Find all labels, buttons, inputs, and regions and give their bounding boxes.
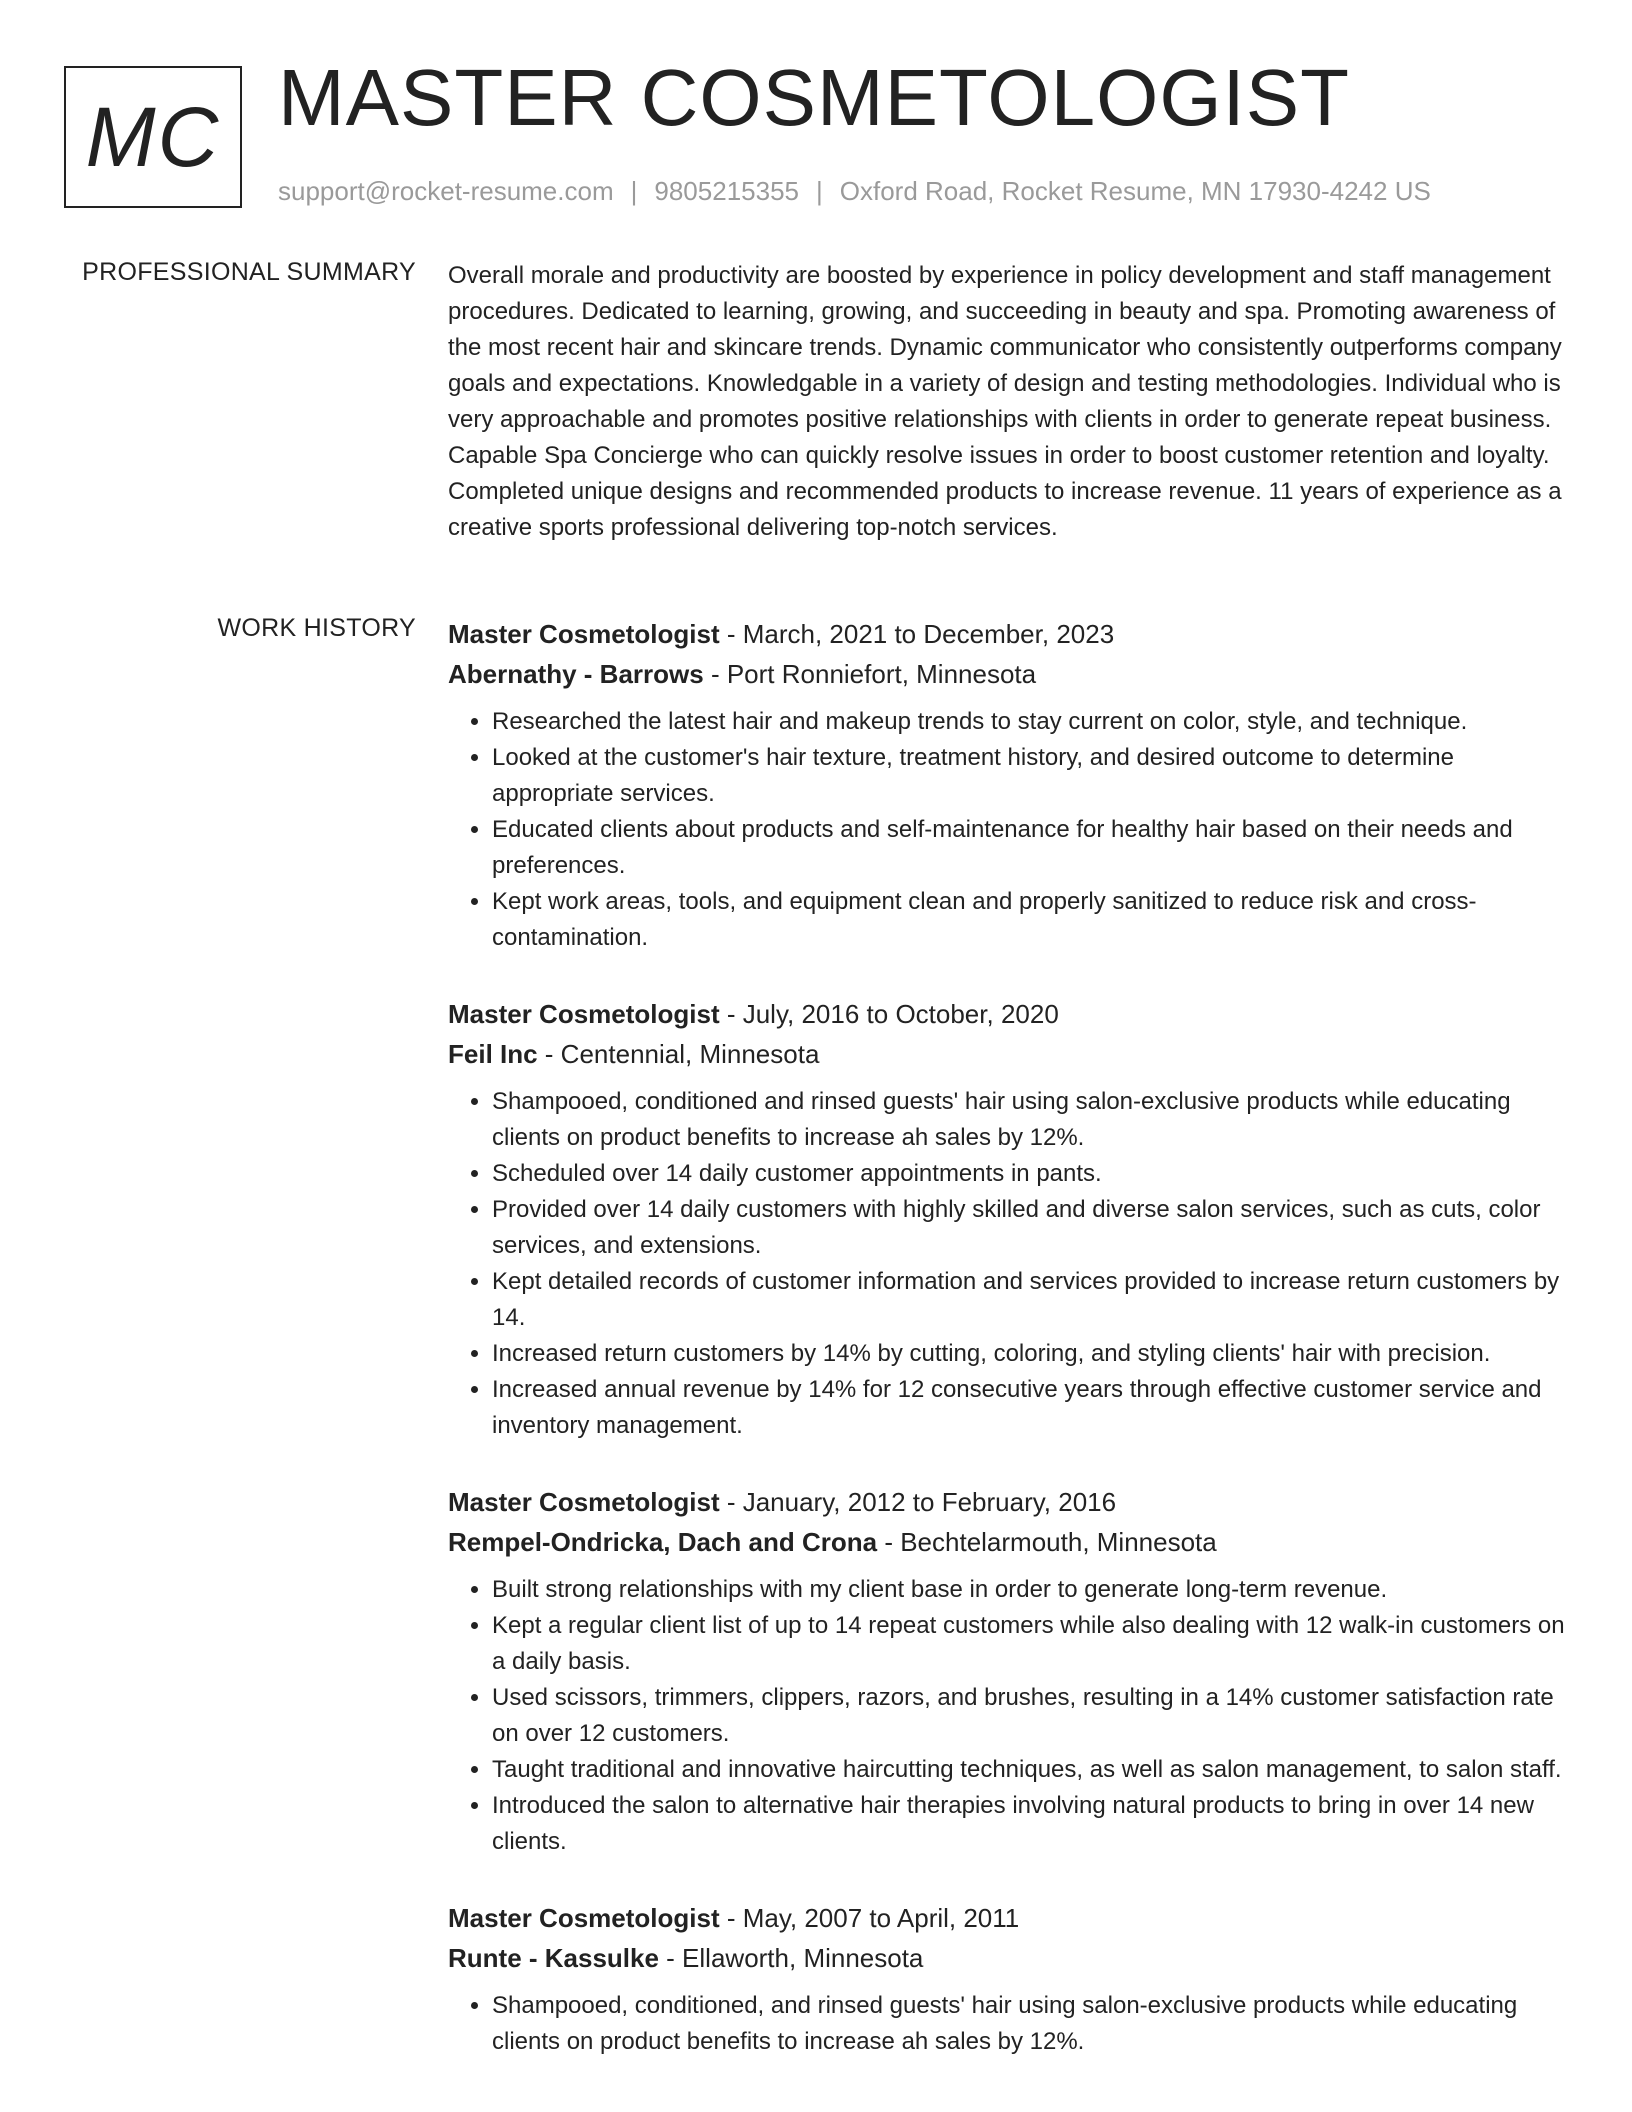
job-dates: - January, 2012 to February, 2016 <box>719 1487 1117 1517</box>
job-entry <box>448 994 1570 1444</box>
job-bullet: • Used scissors, trimmers, clippers, razors, and brushes, resulting in a 14% customer satisfaction rate on over 12 customers. <box>492 1680 1570 1752</box>
job-company-line <box>448 1034 1570 1074</box>
job-title-line <box>448 994 1570 1034</box>
job-bullet-list <box>448 704 1570 956</box>
section-label-summary: PROFESSIONAL SUMMARY <box>82 258 416 286</box>
job-bullet: • Increased annual revenue by 14% for 12 consecutive years through effective customer service and inventory management. <box>492 1372 1570 1444</box>
job-entry <box>448 1898 1570 2060</box>
job-title: Master Cosmetologist <box>448 1903 720 1933</box>
contact-separator: | <box>816 176 823 206</box>
job-title: Master Cosmetologist <box>448 619 720 649</box>
job-location: - Centennial, Minnesota <box>537 1039 820 1069</box>
job-company-line <box>448 654 1570 694</box>
job-bullet: • Introduced the salon to alternative hair therapies involving natural products to bring in over 14 new clients. <box>492 1788 1570 1860</box>
job-company: Runte - Kassulke <box>448 1943 659 1973</box>
job-title: Master Cosmetologist <box>448 1487 720 1517</box>
job-bullet: • Scheduled over 14 daily customer appointments in pants. <box>492 1156 1570 1192</box>
job-bullet: • Looked at the customer's hair texture, treatment history, and desired outcome to determine appropriate services. <box>492 740 1570 812</box>
contact-phone[interactable]: 9805215355 <box>654 176 799 206</box>
job-bullet: • Taught traditional and innovative haircutting techniques, as well as salon management, to salon staff. <box>492 1752 1570 1788</box>
job-company: Abernathy - Barrows <box>448 659 704 689</box>
job-company-line <box>448 1522 1570 1562</box>
job-location: - Port Ronniefort, Minnesota <box>703 659 1037 689</box>
resume-name: MASTER COSMETOLOGIST <box>278 53 1350 142</box>
job-location: - Ellaworth, Minnesota <box>658 1943 924 1973</box>
work-history-body <box>448 614 1570 2098</box>
job-bullet-list <box>448 1084 1570 1444</box>
job-bullet-list <box>448 1572 1570 1860</box>
job-company-line <box>448 1938 1570 1978</box>
job-dates: - July, 2016 to October, 2020 <box>719 999 1059 1029</box>
job-entry <box>448 614 1570 956</box>
monogram-logo: MC <box>64 66 242 208</box>
job-bullet: • Built strong relationships with my client base in order to generate long-term revenue. <box>492 1572 1570 1608</box>
job-bullet: • Kept a regular client list of up to 14 repeat customers while also dealing with 12 walk-in customers on a daily basis. <box>492 1608 1570 1680</box>
job-dates: - March, 2021 to December, 2023 <box>719 619 1115 649</box>
job-bullet: • Educated clients about products and self-maintenance for healthy hair based on their needs and preferences. <box>492 812 1570 884</box>
job-company: Rempel-Ondricka, Dach and Crona <box>448 1527 878 1557</box>
job-bullet: • Kept work areas, tools, and equipment clean and properly sanitized to reduce risk and cross-contamination. <box>492 884 1570 956</box>
job-bullet: • Shampooed, conditioned, and rinsed guests' hair using salon-exclusive products while educating clients on product benefits to increase ah sales by 12%. <box>492 1988 1570 2060</box>
job-bullet: • Kept detailed records of customer information and services provided to increase return customers by 14. <box>492 1264 1570 1336</box>
contact-address: Oxford Road, Rocket Resume, MN 17930-4242 US <box>839 176 1431 206</box>
contact-separator: | <box>630 176 638 206</box>
summary-text: Overall morale and productivity are boosted by experience in policy development and staff management procedures. Dedicated to learning, growing, and succeeding in beauty and spa. Promoting awareness of the most recent hair and skincare trends. Dynamic communicator who consistently outperforms company goals and expectations. Knowledgable in a variety of design and testing methodologies. Individual who is very approachable and promotes positive relationships with clients in order to generate repeat business. Capable Spa Concierge who can quickly resolve issues in order to boost customer retention and loyalty. Completed unique designs and recommended products to increase revenue. 11 years of experience as a creative sports professional delivering top-notch services. <box>448 262 1562 541</box>
job-bullet-list <box>448 1988 1570 2060</box>
job-entry <box>448 1482 1570 1860</box>
contact-line <box>278 176 1431 207</box>
job-title-line <box>448 614 1570 654</box>
contact-email[interactable]: support@rocket-resume.com <box>278 176 614 206</box>
job-location: - Bechtelarmouth, Minnesota <box>877 1527 1217 1557</box>
job-title-line <box>448 1898 1570 1938</box>
summary-body <box>448 258 1570 546</box>
job-title: Master Cosmetologist <box>448 999 720 1029</box>
job-bullet: • Provided over 14 daily customers with highly skilled and diverse salon services, such as cuts, color services, and extensions. <box>492 1192 1570 1264</box>
job-bullet: • Increased return customers by 14% by cutting, coloring, and styling clients' hair with precision. <box>492 1336 1570 1372</box>
job-dates: - May, 2007 to April, 2011 <box>719 1903 1020 1933</box>
job-bullet: • Shampooed, conditioned and rinsed guests' hair using salon-exclusive products while educating clients on product benefits to increase ah sales by 12%. <box>492 1084 1570 1156</box>
job-title-line <box>448 1482 1570 1522</box>
job-company: Feil Inc <box>448 1039 538 1069</box>
section-label-work-history: WORK HISTORY <box>217 614 416 642</box>
job-bullet: • Researched the latest hair and makeup trends to stay current on color, style, and technique. <box>492 704 1570 740</box>
